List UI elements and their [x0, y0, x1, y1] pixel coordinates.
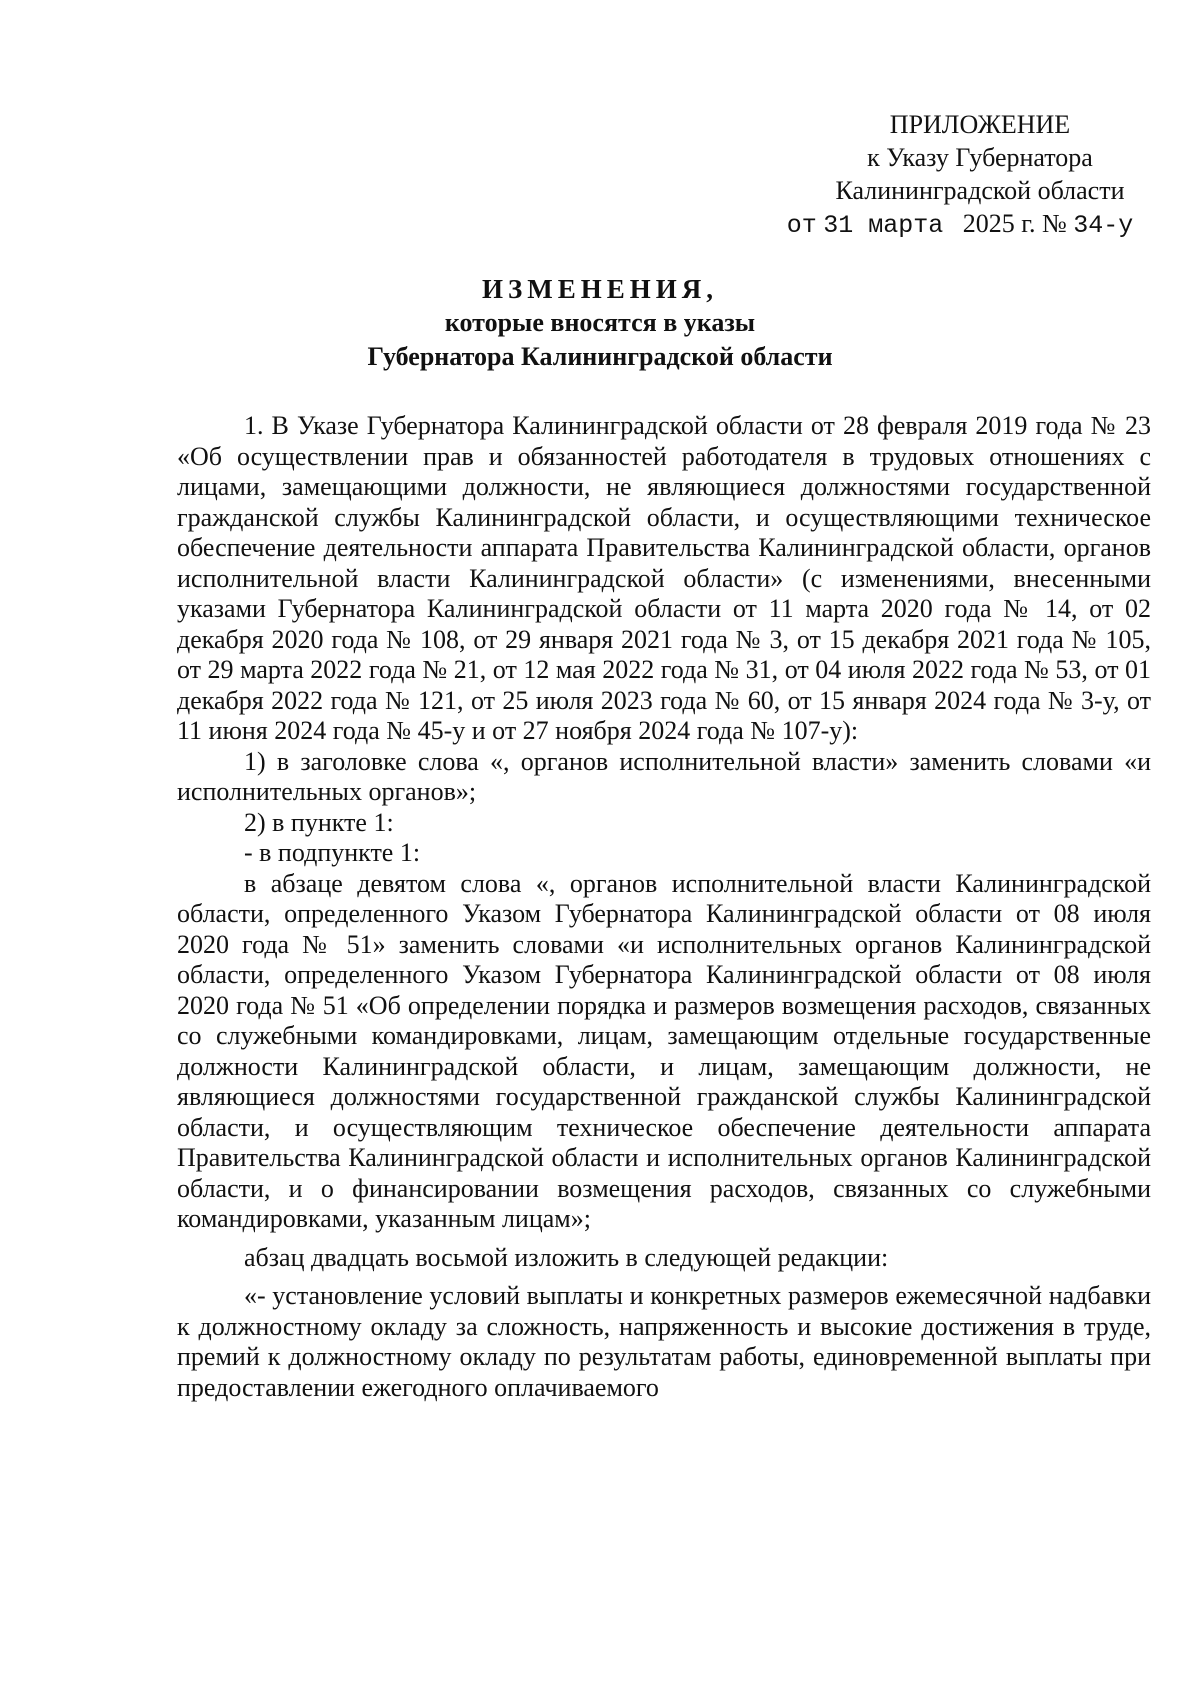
- paragraph-2: 1) в заголовке слова «, органов исполнительной власти» заменить словами «и исполнительных органов»;: [177, 746, 1151, 806]
- date-year: 2025 г.: [962, 209, 1036, 238]
- paragraph-7: «- установление условий выплаты и конкретных размеров ежемесячной надбавки к должностному окладу за сложность, напряженность и высокие достижения в труде, премий к должностному окладу по результатам работы, единовременной выплаты при предоставлении ежегодного оплачиваемого: [177, 1281, 1151, 1402]
- date-day-month: 31 марта: [823, 211, 944, 240]
- paragraph-3: 2) в пункте 1:: [244, 807, 394, 837]
- document-body: [177, 411, 1151, 1403]
- appendix-header: [780, 108, 1180, 242]
- number-sign: №: [1041, 209, 1067, 238]
- paragraph-4: - в подпункте 1:: [244, 838, 421, 867]
- paragraph-5: в абзаце девятом слова «, органов исполнительной власти Калининградской области, определенного Указом Губернатора Калининградской области от 08 июля 2020 года № 51» заменить словами «и исполнительных органов Калининградской области, определенного Указом Губернатора Калининградской области от 08 июля 2020 года № 51 «Об определении порядка и размеров возмещения расходов, связанных со служебными командировками, лицам, замещающим отдельные государственные должности Калининградской области, и лицам, замещающим должности, не являющиеся должностями государственной гражданской службы Калининградской области, и осуществляющим техническое обеспечение деятельности аппарата Правительства Калининградской области и исполнительных органов Калининградской области, и о финансировании возмещения расходов, связанных со служебными командировками, указанным лицам»;: [177, 868, 1151, 1233]
- decree-number: 34-у: [1073, 211, 1134, 240]
- title-main: ИЗМЕНЕНИЯ,: [481, 274, 718, 304]
- paragraph-1: 1. В Указе Губернатора Калининградской области от 28 февраля 2019 года № 23 «Об осуществлении прав и обязанностей работодателя в трудовых отношениях с лицами, замещающими должности, не являющиеся должностями государственной гражданской службы Калининградской области, и осуществляющими техническое обеспечение деятельности аппарата Правительства Калининградской области, органов исполнительной власти Калининградской области» (с изменениями, внесенными указами Губернатора Калининградской области от 11 марта 2020 года № 14, от 02 декабря 2020 года № 108, от 29 января 2021 года № 3, от 15 декабря 2021 года № 105, от 29 марта 2022 года № 21, от 12 мая 2022 года № 31, от 04 июля 2022 года № 53, от 01 декабря 2022 года № 121, от 25 июля 2023 года № 60, от 15 января 2024 года № 3-у, от 11 июня 2024 года № 45-у и от 27 ноября 2024 года № 107-у):: [177, 411, 1151, 745]
- appendix-label: ПРИЛОЖЕНИЕ: [889, 110, 1071, 139]
- appendix-reference: к Указу Губернатора: [867, 143, 1093, 172]
- document-title: [0, 272, 1200, 374]
- appendix-region: Калининградской области: [835, 176, 1125, 205]
- title-subtitle-1: которые вносятся в указы: [444, 308, 756, 337]
- appendix-date-line: [740, 207, 1180, 242]
- title-subtitle-2: Губернатора Калининградской области: [367, 342, 833, 371]
- date-prefix: от: [786, 211, 817, 240]
- paragraph-6: абзац двадцать восьмой изложить в следующей редакции:: [244, 1242, 889, 1272]
